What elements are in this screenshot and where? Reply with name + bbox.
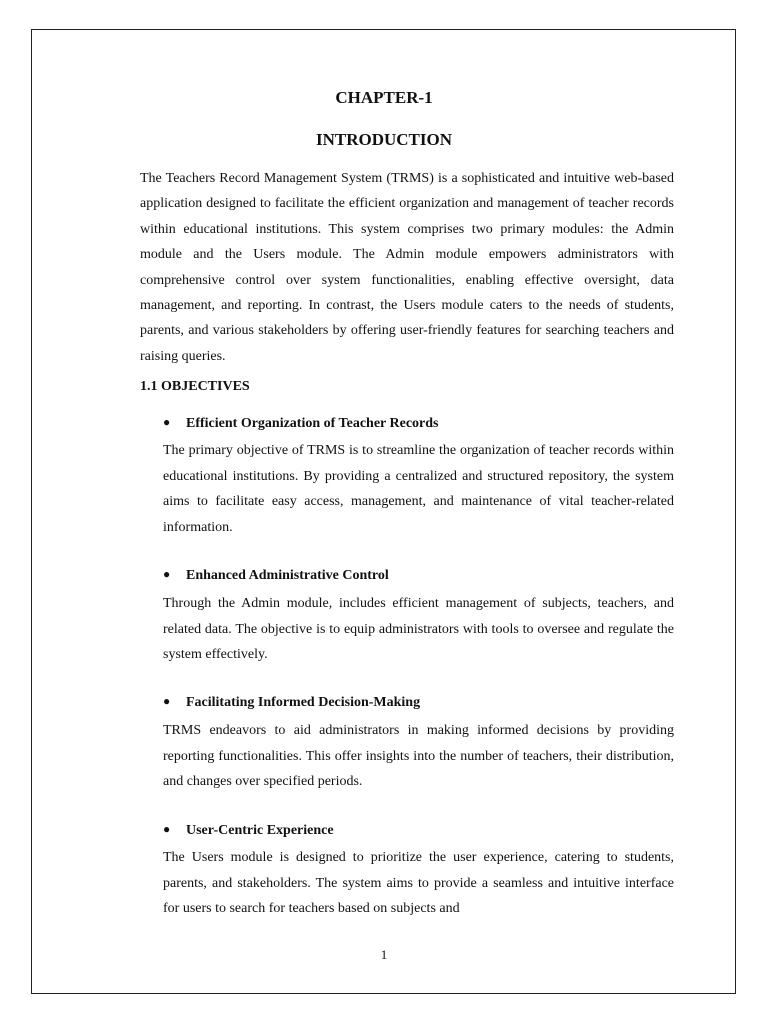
objective-title-text: Enhanced Administrative Control [186, 568, 389, 583]
objective-title [163, 415, 439, 432]
objective-title-text: User-Centric Experience [186, 823, 334, 838]
objective-body: TRMS endeavors to aid administrators in making informed decisions by providing reporting functionalities. This offer insights into the number of teachers, their distribution, and changes over specified periods. [163, 723, 674, 789]
objective-title-text: Facilitating Informed Decision-Making [186, 695, 421, 710]
page-number: 1 [380, 947, 388, 962]
objective-body: Through the Admin module, includes efficient management of subjects, teachers, and related data. The objective is to equip administrators with tools to oversee and regulate the system effectively. [163, 596, 674, 662]
intro-paragraph: The Teachers Record Management System (TRMS) is a sophisticated and intuitive web-based application designed to facilitate the efficient organization and management of teacher records within educational institutions. This system comprises two primary modules: the Admin module and the Users module. The Admin module empowers administrators with comprehensive control over system functionalities, enabling effective oversight, data management, and reporting. In contrast, the Users module caters to the needs of students, parents, and various stakeholders by offering user-friendly features for searching teachers and raising queries. [140, 171, 674, 364]
objective-title [163, 694, 420, 711]
bullet-icon: ● [163, 415, 171, 429]
bullet-icon: ● [163, 694, 171, 708]
objective-title-text: Efficient Organization of Teacher Records [186, 416, 439, 431]
section-heading: 1.1 OBJECTIVES [140, 379, 250, 394]
bullet-icon: ● [163, 567, 171, 581]
objective-body: The primary objective of TRMS is to streamline the organization of teacher records within educational institutions. By providing a centralized and structured repository, the system aims to facilitate easy access, management, and maintenance of vital teacher-related information. [163, 443, 674, 535]
objective-body: The Users module is designed to prioritize the user experience, catering to students, parents, and stakeholders. The system aims to provide a seamless and intuitive interface for users to search for teachers based on subjects and [163, 850, 674, 916]
chapter-number: CHAPTER-1 [335, 88, 433, 107]
objective-title [163, 567, 389, 584]
objective-title [163, 822, 334, 839]
bullet-icon: ● [163, 822, 171, 836]
chapter-title: INTRODUCTION [315, 130, 453, 149]
